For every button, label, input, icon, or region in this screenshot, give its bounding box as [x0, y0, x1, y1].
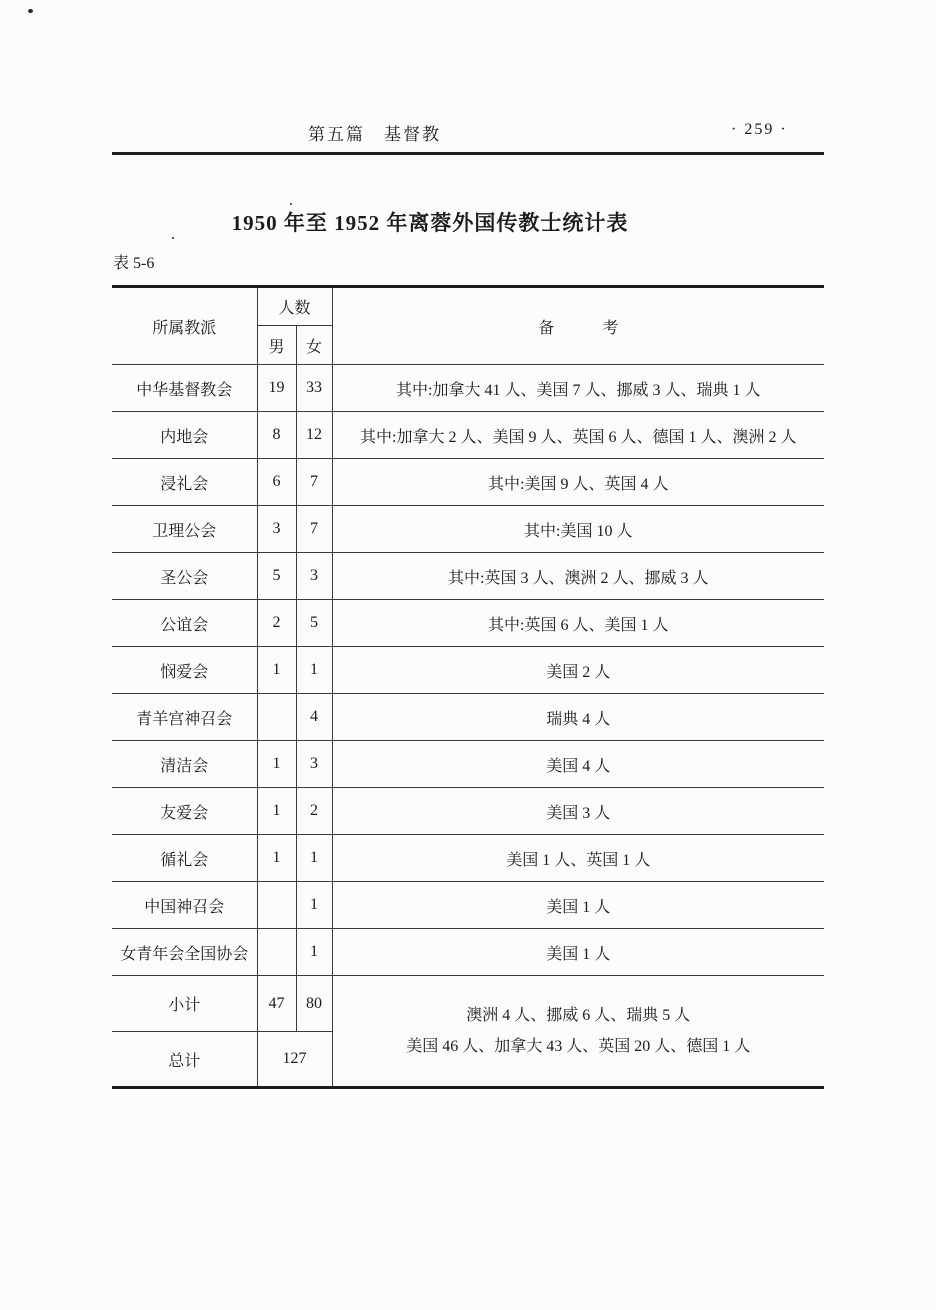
column-header-remarks: 备 考	[332, 287, 824, 365]
denomination-cell: 中国神召会	[112, 882, 257, 929]
remark-cell: 美国 2 人	[332, 647, 824, 694]
table-row	[112, 882, 824, 929]
female-count-cell: 12	[296, 412, 332, 459]
male-count-cell	[257, 882, 296, 929]
denomination-cell: 友爱会	[112, 788, 257, 835]
denomination-cell: 中华基督教会	[112, 365, 257, 412]
table-row	[112, 600, 824, 647]
male-count-cell	[257, 929, 296, 976]
column-header-male: 男	[257, 326, 296, 365]
male-count-cell	[257, 694, 296, 741]
table-row	[112, 553, 824, 600]
female-count-cell: 3	[296, 741, 332, 788]
remark-cell: 其中:英国 3 人、澳洲 2 人、挪威 3 人	[332, 553, 824, 600]
female-count-cell: 1	[296, 929, 332, 976]
subtotal-label-cell: 小计	[112, 976, 257, 1032]
table-row	[112, 365, 824, 412]
table-row	[112, 506, 824, 553]
table-label: 表 5-6	[113, 255, 155, 272]
male-count-cell: 8	[257, 412, 296, 459]
female-count-cell: 4	[296, 694, 332, 741]
female-count-cell: 2	[296, 788, 332, 835]
remark-cell: 美国 1 人	[332, 929, 824, 976]
table-row	[112, 459, 824, 506]
male-count-cell: 1	[257, 741, 296, 788]
female-count-cell: 7	[296, 459, 332, 506]
table-row	[112, 788, 824, 835]
summary-remark-cell	[332, 976, 824, 1088]
subtotal-female-cell: 80	[296, 976, 332, 1032]
female-count-cell: 3	[296, 553, 332, 600]
denomination-cell: 卫理公会	[112, 506, 257, 553]
subtotal-row	[112, 976, 824, 1032]
scan-speck	[290, 203, 292, 205]
summary-remark-line: 澳洲 4 人、挪威 6 人、瑞典 5 人	[466, 1007, 691, 1024]
denomination-cell: 循礼会	[112, 835, 257, 882]
table-row	[112, 929, 824, 976]
remark-cell: 其中:美国 10 人	[332, 506, 824, 553]
female-count-cell: 1	[296, 647, 332, 694]
remark-cell: 美国 4 人	[332, 741, 824, 788]
male-count-cell: 1	[257, 647, 296, 694]
denomination-cell: 悯爱会	[112, 647, 257, 694]
scan-speck	[172, 237, 174, 239]
subtotal-male-cell: 47	[257, 976, 296, 1032]
total-label-cell: 总计	[112, 1032, 257, 1088]
table-row	[112, 694, 824, 741]
missionary-statistics-table	[112, 285, 824, 1089]
total-combined-cell: 127	[257, 1032, 332, 1088]
table-header-row	[112, 287, 824, 326]
remark-cell: 美国 1 人、英国 1 人	[332, 835, 824, 882]
summary-remark-line: 美国 46 人、加拿大 43 人、英国 20 人、德国 1 人	[406, 1038, 751, 1055]
female-count-cell: 5	[296, 600, 332, 647]
scan-speck	[28, 9, 33, 13]
denomination-cell: 女青年会全国协会	[112, 929, 257, 976]
column-header-count: 人数	[257, 287, 332, 326]
remark-cell: 美国 1 人	[332, 882, 824, 929]
denomination-cell: 公谊会	[112, 600, 257, 647]
male-count-cell: 1	[257, 788, 296, 835]
denomination-cell: 内地会	[112, 412, 257, 459]
table-row	[112, 835, 824, 882]
header-rule	[112, 152, 824, 155]
remark-cell: 其中:英国 6 人、美国 1 人	[332, 600, 824, 647]
female-count-cell: 33	[296, 365, 332, 412]
male-count-cell: 5	[257, 553, 296, 600]
remark-cell: 其中:加拿大 41 人、美国 7 人、挪威 3 人、瑞典 1 人	[332, 365, 824, 412]
female-count-cell: 7	[296, 506, 332, 553]
document-title: 1950 年至 1952 年离蓉外国传教士统计表	[231, 211, 629, 235]
male-count-cell: 19	[257, 365, 296, 412]
table-row	[112, 647, 824, 694]
page-number: · 259 ·	[731, 121, 788, 138]
female-count-cell: 1	[296, 882, 332, 929]
running-header-section-title: 第五篇 基督教	[308, 125, 441, 144]
male-count-cell: 6	[257, 459, 296, 506]
denomination-cell: 圣公会	[112, 553, 257, 600]
denomination-cell: 青羊宫神召会	[112, 694, 257, 741]
column-header-denomination: 所属教派	[112, 287, 257, 365]
denomination-cell: 浸礼会	[112, 459, 257, 506]
female-count-cell: 1	[296, 835, 332, 882]
denomination-cell: 清洁会	[112, 741, 257, 788]
column-header-female: 女	[296, 326, 332, 365]
table-row	[112, 741, 824, 788]
male-count-cell: 2	[257, 600, 296, 647]
remark-cell: 其中:美国 9 人、英国 4 人	[332, 459, 824, 506]
table-row	[112, 412, 824, 459]
remark-cell: 其中:加拿大 2 人、美国 9 人、英国 6 人、德国 1 人、澳洲 2 人	[332, 412, 824, 459]
remark-cell: 瑞典 4 人	[332, 694, 824, 741]
male-count-cell: 1	[257, 835, 296, 882]
male-count-cell: 3	[257, 506, 296, 553]
remark-cell: 美国 3 人	[332, 788, 824, 835]
